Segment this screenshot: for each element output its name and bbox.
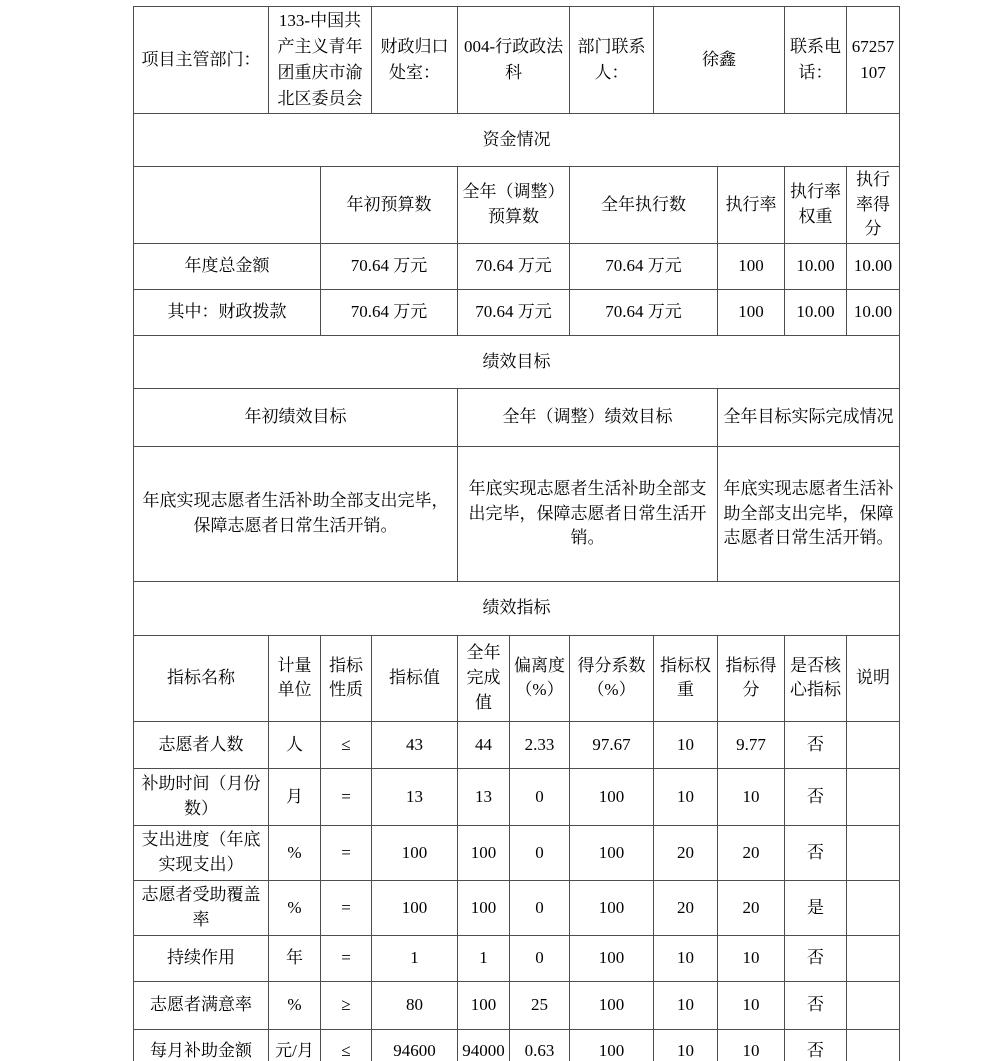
indicator-unit: % (269, 981, 321, 1029)
funds-header-initial-budget: 年初预算数 (321, 167, 458, 244)
indicator-core: 否 (785, 721, 847, 768)
indicator-score-coef: 100 (570, 768, 654, 825)
indicator-nature: ≥ (321, 981, 372, 1029)
indicator-unit: % (269, 880, 321, 935)
indicator-score-coef: 100 (570, 880, 654, 935)
indicator-deviation: 0 (510, 880, 570, 935)
ind-header-nature: 指标性质 (321, 635, 372, 721)
indicator-weight: 10 (654, 981, 718, 1029)
indicator-deviation: 2.33 (510, 721, 570, 768)
fund-exec-rate: 100 (718, 289, 785, 335)
goals-section-title: 绩效目标 (134, 335, 900, 388)
indicator-name: 志愿者人数 (134, 721, 269, 768)
goals-content-row (134, 446, 900, 581)
indicator-score-coef: 97.67 (570, 721, 654, 768)
fund-row-label: 其中：财政拨款 (134, 289, 321, 335)
indicator-score: 10 (718, 768, 785, 825)
indicator-name: 支出进度（年底实现支出） (134, 825, 269, 880)
ind-header-unit: 计量单位 (269, 635, 321, 721)
indicator-name: 志愿者满意率 (134, 981, 269, 1029)
indicator-completed: 100 (458, 880, 510, 935)
indicator-name: 持续作用 (134, 935, 269, 981)
indicator-score: 20 (718, 825, 785, 880)
goal-initial-text: 年底实现志愿者生活补助全部支出完毕，保障志愿者日常生活开销。 (134, 446, 458, 581)
indicator-score-coef: 100 (570, 1029, 654, 1061)
funds-header-executed: 全年执行数 (570, 167, 718, 244)
indicators-header-row (134, 635, 900, 721)
indicator-target: 43 (372, 721, 458, 768)
indicator-unit: 元/月 (269, 1029, 321, 1061)
indicator-completed: 100 (458, 981, 510, 1029)
indicator-completed: 100 (458, 825, 510, 880)
indicator-note (847, 721, 900, 768)
funds-row-fiscal (134, 289, 900, 335)
funds-section-title-row (134, 114, 900, 167)
indicator-note (847, 981, 900, 1029)
funds-section-title: 资金情况 (134, 114, 900, 167)
info-row (134, 7, 900, 114)
indicator-target: 100 (372, 825, 458, 880)
finance-office-value: 004-行政政法科 (458, 7, 570, 114)
indicator-score-coef: 100 (570, 825, 654, 880)
indicator-deviation: 0 (510, 825, 570, 880)
ind-header-score: 指标得分 (718, 635, 785, 721)
funds-header-blank (134, 167, 321, 244)
indicator-row (134, 825, 900, 880)
indicator-target: 1 (372, 935, 458, 981)
funds-header-row (134, 167, 900, 244)
indicator-weight: 10 (654, 935, 718, 981)
indicator-row (134, 880, 900, 935)
indicator-row (134, 1029, 900, 1061)
indicator-nature: = (321, 768, 372, 825)
indicators-section-title-row (134, 581, 900, 635)
funds-header-exec-rate: 执行率 (718, 167, 785, 244)
indicator-nature: ≤ (321, 721, 372, 768)
ind-header-deviation: 偏离度（%） (510, 635, 570, 721)
indicator-deviation: 0 (510, 935, 570, 981)
indicator-target: 100 (372, 880, 458, 935)
indicators-section-title: 绩效指标 (134, 581, 900, 635)
indicator-weight: 10 (654, 1029, 718, 1061)
fund-row-label: 年度总金额 (134, 243, 321, 289)
indicator-weight: 20 (654, 880, 718, 935)
finance-office-label: 财政归口处室： (372, 7, 458, 114)
indicator-core: 否 (785, 768, 847, 825)
indicator-target: 94600 (372, 1029, 458, 1061)
goals-header-actual: 全年目标实际完成情况 (718, 388, 900, 446)
indicator-target: 13 (372, 768, 458, 825)
indicator-deviation: 25 (510, 981, 570, 1029)
ind-header-score-coef: 得分系数（%） (570, 635, 654, 721)
goals-header-row (134, 388, 900, 446)
fund-executed: 70.64 万元 (570, 243, 718, 289)
indicator-core: 否 (785, 1029, 847, 1061)
indicator-completed: 1 (458, 935, 510, 981)
indicator-name: 每月补助金额 (134, 1029, 269, 1061)
ind-header-name: 指标名称 (134, 635, 269, 721)
fund-initial-budget: 70.64 万元 (321, 243, 458, 289)
fund-adjusted-budget: 70.64 万元 (458, 243, 570, 289)
indicator-core: 否 (785, 935, 847, 981)
indicator-weight: 10 (654, 721, 718, 768)
goals-header-initial: 年初绩效目标 (134, 388, 458, 446)
indicator-unit: % (269, 825, 321, 880)
ind-header-target: 指标值 (372, 635, 458, 721)
indicator-unit: 月 (269, 768, 321, 825)
indicator-unit: 年 (269, 935, 321, 981)
indicator-core: 否 (785, 825, 847, 880)
indicator-weight: 10 (654, 768, 718, 825)
ind-header-completed: 全年完成值 (458, 635, 510, 721)
fund-exec-weight: 10.00 (785, 243, 847, 289)
indicator-unit: 人 (269, 721, 321, 768)
indicator-row (134, 935, 900, 981)
indicator-name: 志愿者受助覆盖率 (134, 880, 269, 935)
ind-header-core: 是否核心指标 (785, 635, 847, 721)
indicator-score: 10 (718, 935, 785, 981)
ind-header-note: 说明 (847, 635, 900, 721)
indicator-completed: 44 (458, 721, 510, 768)
indicator-score-coef: 100 (570, 981, 654, 1029)
fund-exec-weight: 10.00 (785, 289, 847, 335)
fund-exec-rate: 100 (718, 243, 785, 289)
funds-header-adjusted-budget: 全年（调整）预算数 (458, 167, 570, 244)
indicator-target: 80 (372, 981, 458, 1029)
indicator-deviation: 0 (510, 768, 570, 825)
indicator-weight: 20 (654, 825, 718, 880)
fund-exec-score: 10.00 (847, 243, 900, 289)
phone-label: 联系电话： (785, 7, 847, 114)
funds-header-exec-weight: 执行率权重 (785, 167, 847, 244)
indicator-score-coef: 100 (570, 935, 654, 981)
indicator-row (134, 768, 900, 825)
indicator-score: 20 (718, 880, 785, 935)
indicator-score: 10 (718, 981, 785, 1029)
goals-section-title-row (134, 335, 900, 388)
indicator-core: 否 (785, 981, 847, 1029)
contact-person-value: 徐鑫 (654, 7, 785, 114)
indicator-completed: 13 (458, 768, 510, 825)
indicator-note (847, 768, 900, 825)
goal-adjusted-text: 年底实现志愿者生活补助全部支出完毕，保障志愿者日常生活开销。 (458, 446, 718, 581)
indicator-core: 是 (785, 880, 847, 935)
indicator-note (847, 1029, 900, 1061)
indicator-nature: = (321, 825, 372, 880)
indicator-completed: 94000 (458, 1029, 510, 1061)
indicator-score: 9.77 (718, 721, 785, 768)
indicator-note (847, 880, 900, 935)
goal-actual-text: 年底实现志愿者生活补助全部支出完毕，保障志愿者日常生活开销。 (718, 446, 900, 581)
indicator-nature: = (321, 935, 372, 981)
indicator-row (134, 721, 900, 768)
performance-report-table (133, 6, 900, 1061)
phone-value: 67257107 (847, 7, 900, 114)
indicator-name: 补助时间（月份数） (134, 768, 269, 825)
indicator-deviation: 0.63 (510, 1029, 570, 1061)
fund-initial-budget: 70.64 万元 (321, 289, 458, 335)
indicator-score: 10 (718, 1029, 785, 1061)
fund-exec-score: 10.00 (847, 289, 900, 335)
project-dept-label: 项目主管部门： (134, 7, 269, 114)
indicator-note (847, 935, 900, 981)
contact-person-label: 部门联系人： (570, 7, 654, 114)
funds-header-exec-score: 执行率得分 (847, 167, 900, 244)
fund-adjusted-budget: 70.64 万元 (458, 289, 570, 335)
indicator-nature: = (321, 880, 372, 935)
funds-row-total (134, 243, 900, 289)
indicator-note (847, 825, 900, 880)
ind-header-weight: 指标权重 (654, 635, 718, 721)
indicator-nature: ≤ (321, 1029, 372, 1061)
indicator-row (134, 981, 900, 1029)
project-dept-value: 133-中国共产主义青年团重庆市渝北区委员会 (269, 7, 372, 114)
goals-header-adjusted: 全年（调整）绩效目标 (458, 388, 718, 446)
fund-executed: 70.64 万元 (570, 289, 718, 335)
